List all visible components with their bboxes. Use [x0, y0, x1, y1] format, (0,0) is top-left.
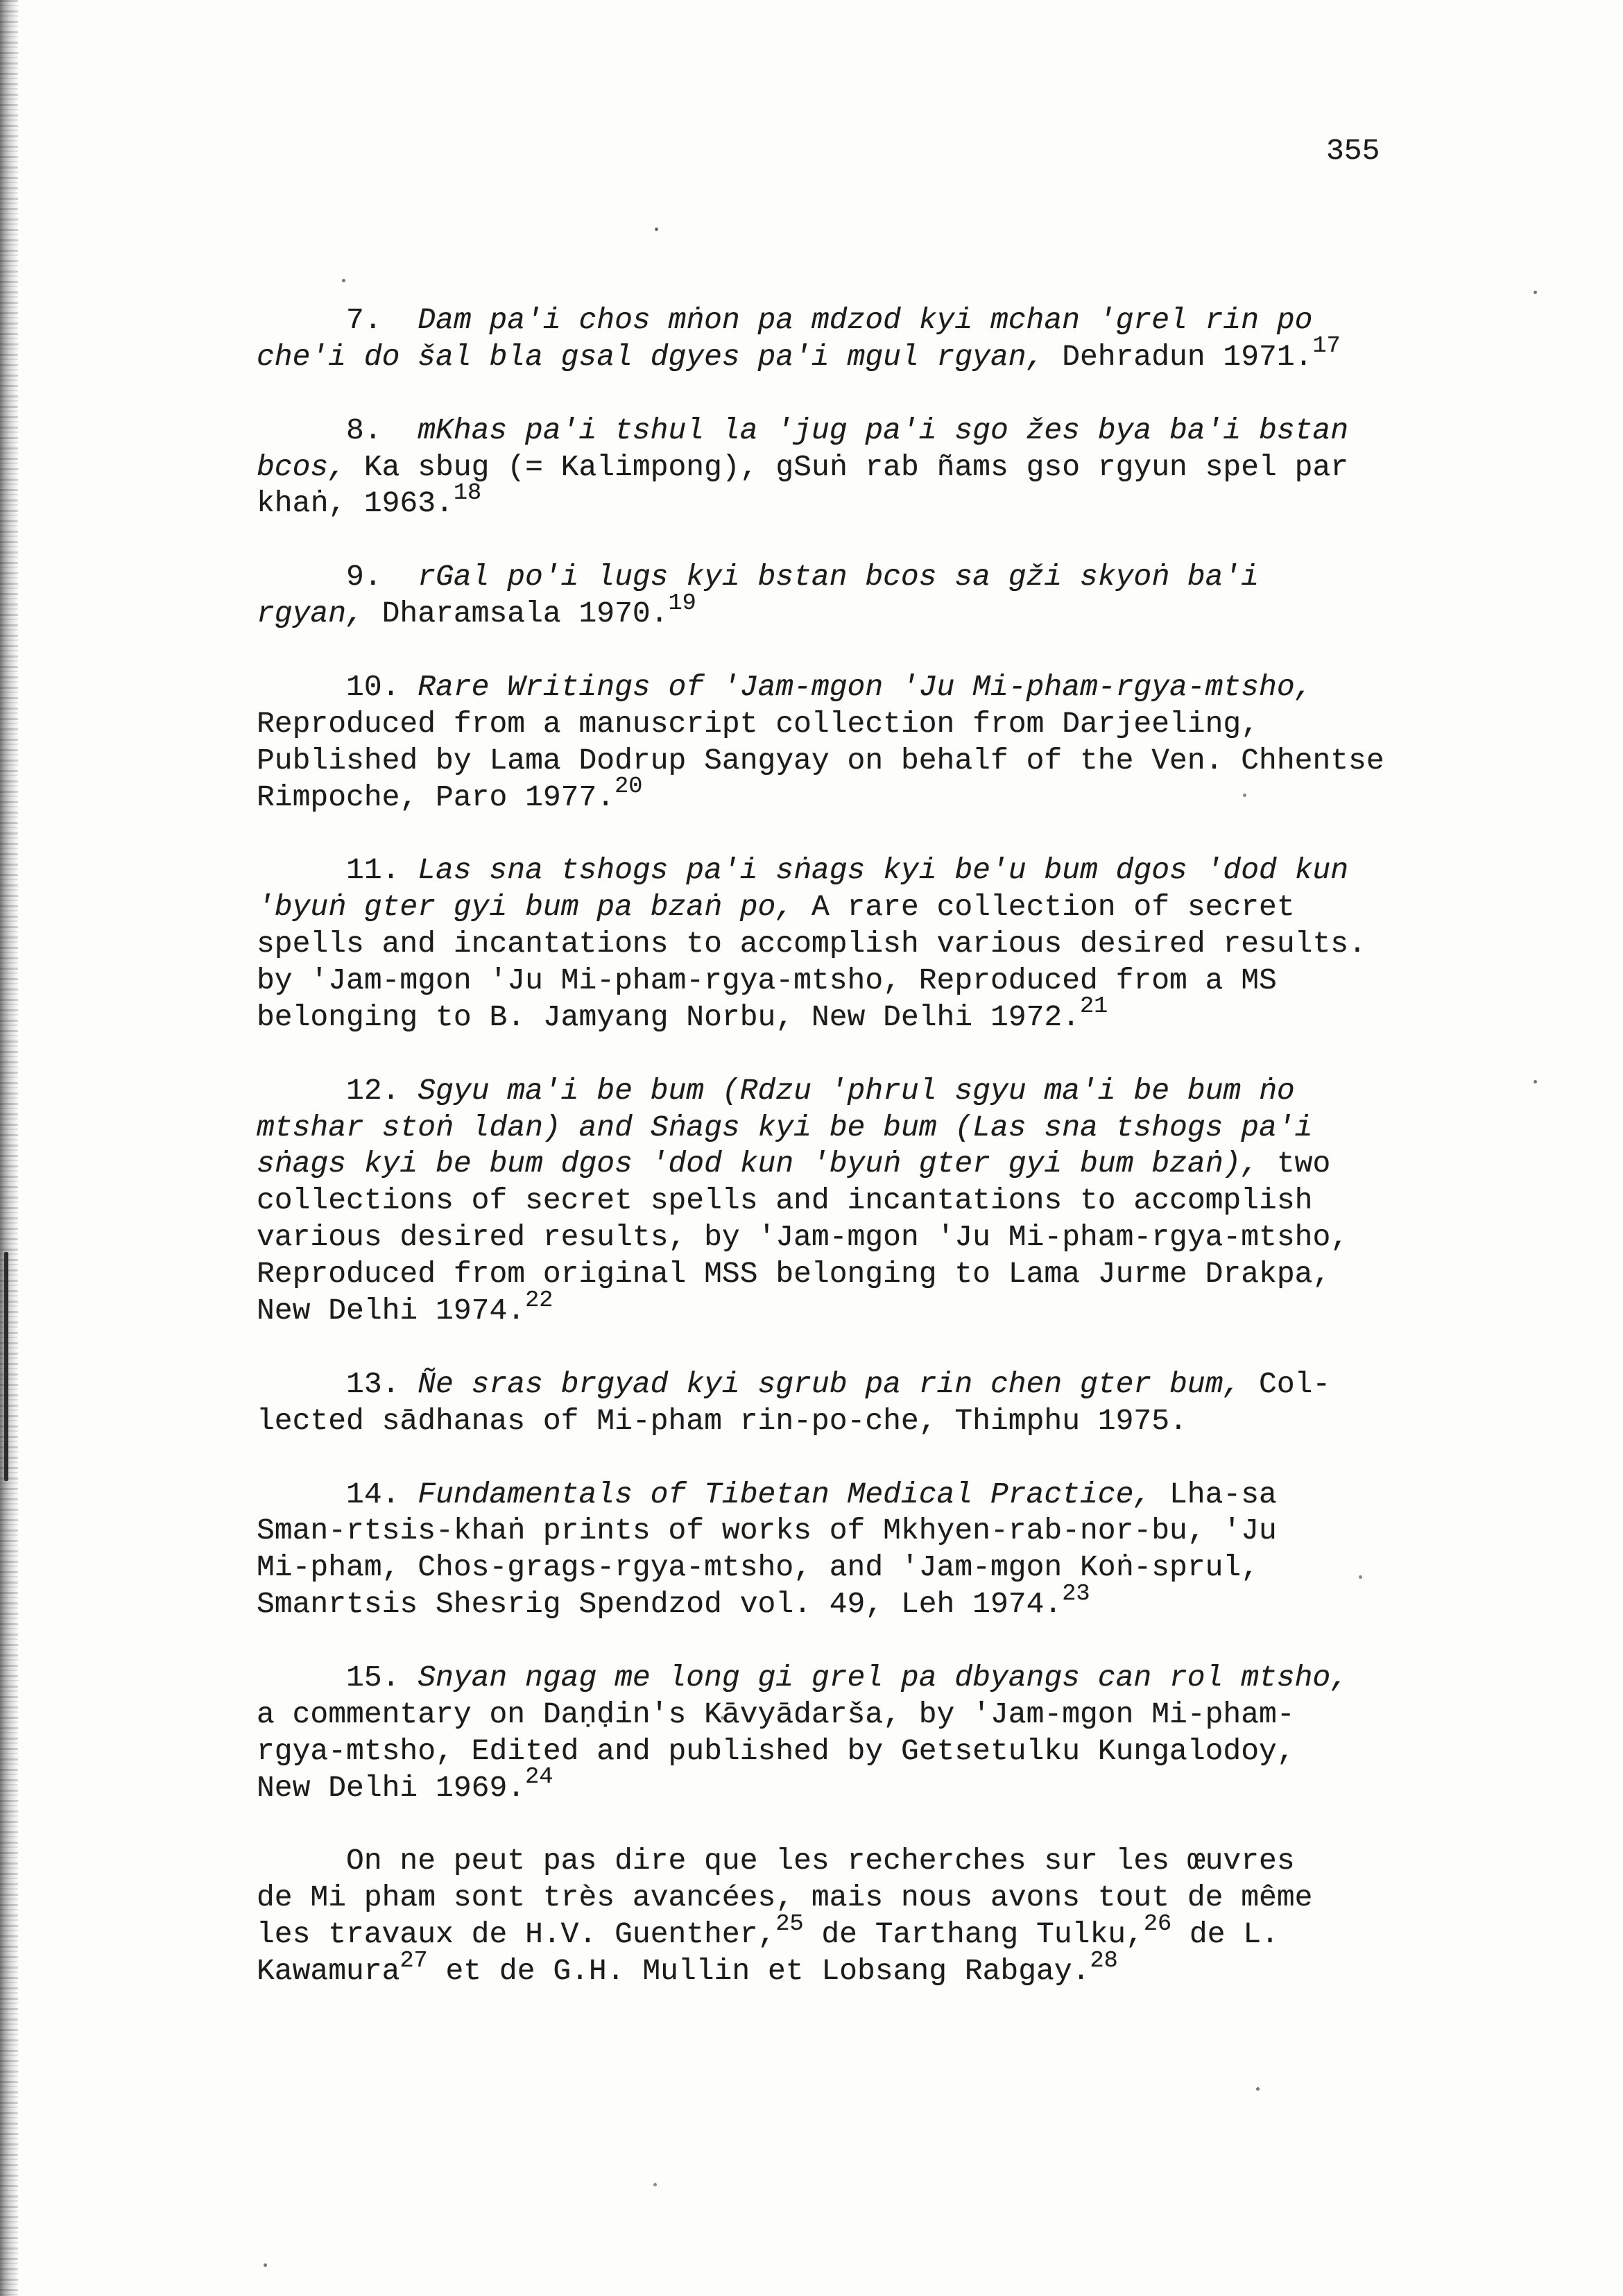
entry-text: by 'Jam-mgon 'Ju Mi-pham-rgya-mtsho, Reproduced from a MS [257, 963, 1277, 998]
paragraph-text: de L. [1171, 1917, 1279, 1952]
entry-text: Ka sbug (= Kalimpong), gSuṅ rab ñams gso rgyun spel par [346, 449, 1349, 484]
bibliography-entry [257, 669, 1574, 816]
entry-number: 12. [346, 1073, 400, 1108]
footnote-ref: 23 [1062, 1580, 1090, 1607]
entry-line [257, 559, 1574, 596]
entry-line [257, 853, 1574, 889]
entry-title: rgyan, [257, 597, 364, 631]
page-number: 355 [1326, 134, 1380, 168]
entry-title: mtshar stoṅ ldan) and Sṅags kyi be bum (Las sna tshogs pa'i [257, 1110, 1313, 1145]
paragraph-line [257, 1947, 1574, 1990]
paragraph-text: Kawamura [257, 1954, 400, 1989]
paragraph-text: de Tarthang Tulku, [803, 1917, 1144, 1952]
entry-line [257, 1550, 1574, 1586]
footnote-ref: 25 [775, 1910, 804, 1937]
entry-text: Reproduced from a manuscript collection from Darjeeling, [257, 706, 1260, 741]
bibliography-entry [257, 1367, 1574, 1440]
footnote-ref: 28 [1090, 1947, 1118, 1974]
entry-number: 8. [346, 413, 382, 447]
entry-line [257, 1183, 1574, 1219]
entry-line [257, 1764, 1574, 1807]
footnote-ref: 18 [453, 480, 482, 507]
entry-line [257, 1287, 1574, 1330]
entry-line [257, 926, 1574, 963]
entry-text: Dehradun 1971. [1044, 339, 1313, 374]
page-body [257, 302, 1574, 1990]
entry-title: Snyan ngag me long gi grel pa dbyangs can rol mtsho, [418, 1660, 1349, 1695]
entry-line [257, 1219, 1574, 1256]
entry-text: Lha-sa [1151, 1477, 1277, 1511]
entry-text: Published by Lama Dodrup Sangyay on behalf of the Ven. Chhentse [257, 743, 1384, 778]
paragraph-text: de Mi pham sont très avancées, mais nous avons tout de même [257, 1881, 1313, 1915]
entry-text: Dharamsala 1970. [363, 597, 669, 631]
entry-line [257, 1580, 1574, 1623]
entry-number: 11. [346, 853, 400, 888]
bibliography-entry [257, 302, 1574, 376]
scan-specks [0, 0, 2, 2]
entry-number: 14. [346, 1477, 400, 1511]
entry-line [257, 480, 1574, 522]
entry-title: rGal po'i lugs kyi bstan bcos sa gži skyoṅ ba'i [418, 560, 1260, 594]
bibliography-entry [257, 1477, 1574, 1624]
footnote-ref: 24 [525, 1764, 553, 1791]
entry-text: lected sādhanas of Mi-pham rin-po-che, Thimphu 1975. [257, 1403, 1187, 1438]
entry-line [257, 706, 1574, 743]
entry-text: two [1259, 1147, 1331, 1181]
entry-number: 13. [346, 1367, 400, 1401]
entry-text: Rimpoche, Paro 1977. [257, 780, 615, 814]
entry-line [257, 1477, 1574, 1514]
footnote-ref: 19 [668, 590, 696, 617]
paragraph-text: les travaux de H.V. Guenther, [257, 1917, 776, 1952]
entry-text: Col- [1241, 1367, 1331, 1401]
entry-text: various desired results, by 'Jam-mgon 'Ju Mi-pham-rgya-mtsho, [257, 1220, 1349, 1255]
entry-line [257, 773, 1574, 816]
entry-title: sṅags kyi be bum dgos 'dod kun 'byuṅ gter gyi bum bzaṅ), [257, 1147, 1260, 1181]
footnote-ref: 26 [1143, 1910, 1172, 1937]
entry-title: che'i do šal bla gsal dgyes pa'i mgul rgyan, [257, 339, 1045, 374]
bibliography-entry [257, 413, 1574, 523]
entry-text: New Delhi 1969. [257, 1770, 526, 1805]
entry-line [257, 1660, 1574, 1697]
bibliography-entry [257, 559, 1574, 633]
entry-line [257, 1733, 1574, 1770]
footnote-ref: 17 [1312, 333, 1341, 360]
entry-text: rgya-mtsho, Edited and published by Getsetulku Kungalodoy, [257, 1733, 1295, 1768]
entry-text: Sman-rtsis-khaṅ prints of works of Mkhyen-rab-nor-bu, 'Ju [257, 1514, 1277, 1548]
bibliography-entry [257, 853, 1574, 1036]
entry-line [257, 333, 1574, 376]
entry-text: a commentary on Daṇḍin's Kāvyādarša, by 'Jam-mgon Mi-pham- [257, 1697, 1295, 1731]
entry-text: spells and incantations to accomplish various desired results. [257, 927, 1366, 961]
entry-line [257, 1367, 1574, 1403]
entry-line [257, 889, 1574, 926]
body-paragraph [257, 1843, 1574, 1990]
footnote-ref: 22 [525, 1287, 553, 1314]
footnote-ref: 20 [615, 773, 643, 800]
entry-text: A rare collection of secret [793, 890, 1295, 925]
entry-number: 15. [346, 1660, 400, 1695]
bibliography-entry [257, 1073, 1574, 1330]
entry-number: 10. [346, 669, 400, 704]
entry-line [257, 1697, 1574, 1733]
entry-text: Smanrtsis Shesrig Spendzod vol. 49, Leh 1974. [257, 1587, 1063, 1622]
entry-text: khaṅ, 1963. [257, 486, 454, 521]
footnote-ref: 21 [1080, 993, 1108, 1020]
entry-title: Dam pa'i chos mṅon pa mdzod kyi mchan 'grel rin po [418, 303, 1313, 337]
entry-text: collections of secret spells and incantations to accomplish [257, 1183, 1313, 1218]
entry-line [257, 302, 1574, 339]
paragraph-line [257, 1910, 1574, 1953]
paragraph-line [257, 1843, 1574, 1880]
entry-line [257, 993, 1574, 1036]
entry-title: Fundamentals of Tibetan Medical Practice, [418, 1477, 1152, 1511]
entry-title: mKhas pa'i tshul la 'jug pa'i sgo žes bya ba'i bstan [418, 413, 1349, 447]
entry-line [257, 1256, 1574, 1293]
entry-line [257, 1513, 1574, 1550]
entry-line [257, 743, 1574, 780]
entry-line [257, 1110, 1574, 1147]
bibliography-entry [257, 1660, 1574, 1807]
entry-text: belonging to B. Jamyang Norbu, New Delhi 1972. [257, 1000, 1080, 1034]
entry-line [257, 413, 1574, 449]
scan-edge-shadow [0, 0, 18, 2296]
entry-title: bcos, [257, 449, 347, 484]
entry-text: Reproduced from original MSS belonging to Lama Jurme Drakpa, [257, 1257, 1331, 1292]
entry-line [257, 669, 1574, 706]
footnote-ref: 27 [400, 1947, 428, 1974]
entry-title: Sgyu ma'i be bum (Rdzu 'phrul sgyu ma'i be bum ṅo [418, 1073, 1295, 1108]
entry-number: 9. [346, 560, 382, 594]
entry-number: 7. [346, 303, 382, 337]
entry-title: 'byuṅ gter gyi bum pa bzaṅ po, [257, 890, 794, 925]
paragraph-line [257, 1880, 1574, 1917]
entry-text: Mi-pham, Chos-grags-rgya-mtsho, and 'Jam-mgon Koṅ-sprul, [257, 1550, 1260, 1585]
entry-line [257, 963, 1574, 1000]
entry-title: Las sna tshogs pa'i sṅags kyi be'u bum dgos 'dod kun [418, 853, 1349, 888]
entry-line [257, 1403, 1574, 1440]
entry-line [257, 1073, 1574, 1110]
paragraph-text: On ne peut pas dire que les recherches sur les œuvres [346, 1844, 1295, 1878]
entry-line [257, 590, 1574, 633]
entry-title: Rare Writings of 'Jam-mgon 'Ju Mi-pham-rgya-mtsho, [418, 669, 1313, 704]
entry-title: Ñe sras brgyad kyi sgrub pa rin chen gter bum, [418, 1367, 1242, 1401]
entry-line [257, 1146, 1574, 1183]
entry-text: New Delhi 1974. [257, 1294, 526, 1328]
paragraph-text: et de G.H. Mullin et Lobsang Rabgay. [427, 1954, 1090, 1989]
scan-edge-mark [4, 1252, 8, 1481]
